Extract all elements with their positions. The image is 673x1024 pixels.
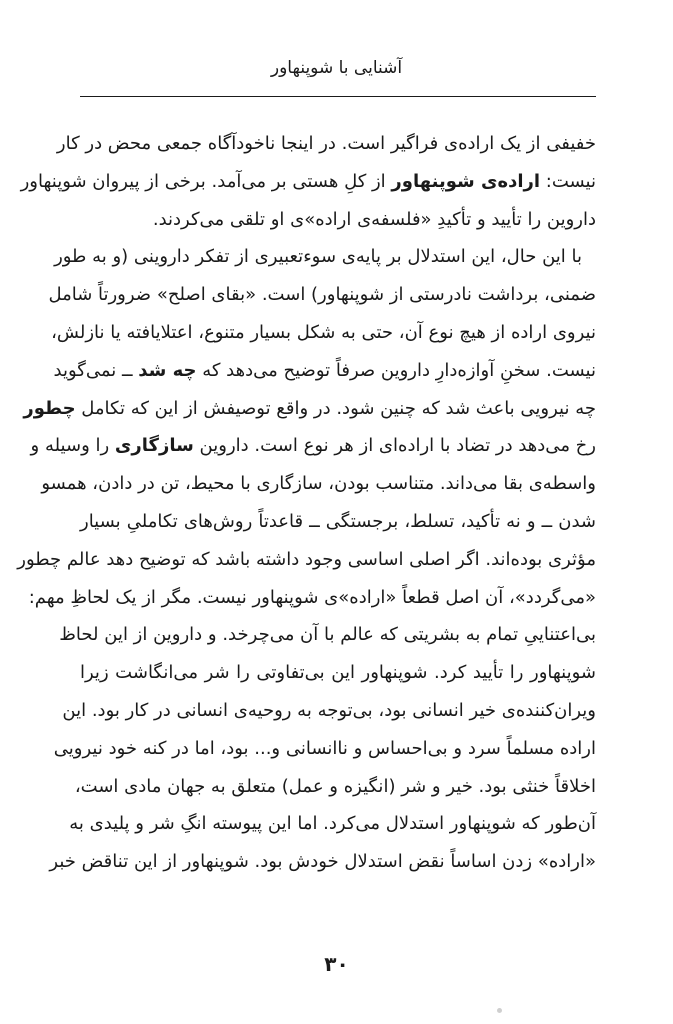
- text-run: ــ نمی‌گوید: [53, 359, 139, 381]
- text-line: [53, 730, 596, 768]
- text-run: ضمنی، برداشت نادرستی از شوپنهاور) است. «بقای اصلح» ضرورتاً شامل: [48, 284, 596, 306]
- text-run: بی‌اعتناییِ تمام به بشریتی که عالم با آن می‌چرخد. و داروین از این لحاظ: [59, 624, 596, 646]
- text-line: [54, 238, 596, 276]
- text-run: شوپنهاور را تأیید کرد. شوپنهاور این بی‌تفاوتی را شر می‌انگاشت زیرا: [80, 662, 596, 684]
- bold-term: چطور: [23, 397, 76, 419]
- text-line: [41, 465, 596, 503]
- text-run: با این حال، این استدلال بر پایه‌ی سوءتعبیری از تفکر داروینی (و به طور: [54, 246, 582, 268]
- text-run: داروین را تأیید و تأکیدِ «فلسفه‌ی اراده»ی او تلقی می‌کردند.: [152, 208, 596, 230]
- text-line: [74, 768, 596, 806]
- text-line: [28, 579, 596, 617]
- header-rule: [80, 96, 596, 97]
- text-line: [17, 541, 596, 579]
- text-line: [59, 616, 596, 654]
- bold-term: اراده‌ی شوپنهاور: [391, 170, 541, 192]
- bold-term: چه شد: [138, 359, 197, 381]
- text-run: مؤثری بوده‌اند. اگر اصلی اساسی وجود داشته باشد که توضیح دهد عالم چطور: [17, 548, 596, 570]
- text-line: [62, 692, 596, 730]
- text-run: اراده مسلماً سرد و بی‌احساس و ناانسانی و... بود، اما در کنه خود نیرویی: [53, 737, 596, 759]
- text-run: چه نیرویی باعث شد که چنین شود. در واقع توصیفش از این که تکامل: [75, 397, 596, 419]
- text-line: [56, 125, 596, 163]
- text-run: از کلِ هستی بر می‌آمد. برخی از پیروان شوپنهاور: [20, 170, 392, 192]
- text-line: [53, 352, 596, 390]
- text-line: [69, 805, 596, 843]
- running-header-title: آشنایی با شوپنهاور: [270, 58, 403, 78]
- text-run: را وسیله و: [30, 435, 115, 457]
- text-run: نیست:: [540, 170, 596, 192]
- text-run: نیروی اراده از هیچ نوع آن، حتی به شکل بسیار متنوع، اعتلایافته یا نازلش،: [51, 321, 596, 343]
- text-run: خفیفی از یک اراده‌ی فراگیر است. در اینجا ناخودآگاه جمعی محض در کار: [56, 133, 596, 154]
- text-line: [20, 163, 596, 201]
- text-run: شدن ــ و نه تأکید، تسلط، برجستگی ــ قاعدتاً روش‌های تکاملیِ بسیار: [80, 510, 596, 532]
- text-run: ویران‌کننده‌ی خیر انسانی بود، بی‌توجه به روحیه‌ی انسانی در کار بود. این: [62, 699, 596, 721]
- page-number: ۳۰: [324, 952, 349, 976]
- text-run: «اراده» زدن اساساً نقض استدلال خودش بود. شوپنهاور از این تناقض خبر: [49, 851, 596, 873]
- text-run: اخلاقاً خنثی بود. خیر و شر (انگیزه و عمل) متعلق به جهان مادی است،: [74, 775, 596, 797]
- text-line: [80, 201, 596, 239]
- text-line: [80, 654, 596, 692]
- text-run: آن‌طور که شوپنهاور استدلال می‌کرد. اما این پیوسته انگِ شر و پلیدی به: [69, 813, 596, 835]
- bold-term: سازگاری: [114, 435, 194, 457]
- text-line: [30, 427, 596, 465]
- scan-speck: [497, 1008, 502, 1013]
- text-line: [49, 843, 596, 881]
- text-run: نیست. سخنِ آوازه‌دارِ داروین صرفاً توضیح می‌دهد که: [196, 359, 596, 381]
- text-run: رخ می‌دهد در تضاد با اراده‌ای از هر نوع است. داروین: [193, 435, 596, 457]
- text-run: واسطه‌ی بقا می‌داند. متناسب بودن، سازگاری با محیط، تن در دادن، همسو: [41, 473, 596, 495]
- text-line: [23, 390, 596, 428]
- text-line: [51, 314, 596, 352]
- text-line: [80, 503, 596, 541]
- text-run: «می‌گردد»، آن اصل قطعاً «اراده»ی شوپنهاور نیست. مگر از یک لحاظِ مهم:: [28, 586, 596, 608]
- body-text: [17, 125, 596, 881]
- text-line: [48, 276, 596, 314]
